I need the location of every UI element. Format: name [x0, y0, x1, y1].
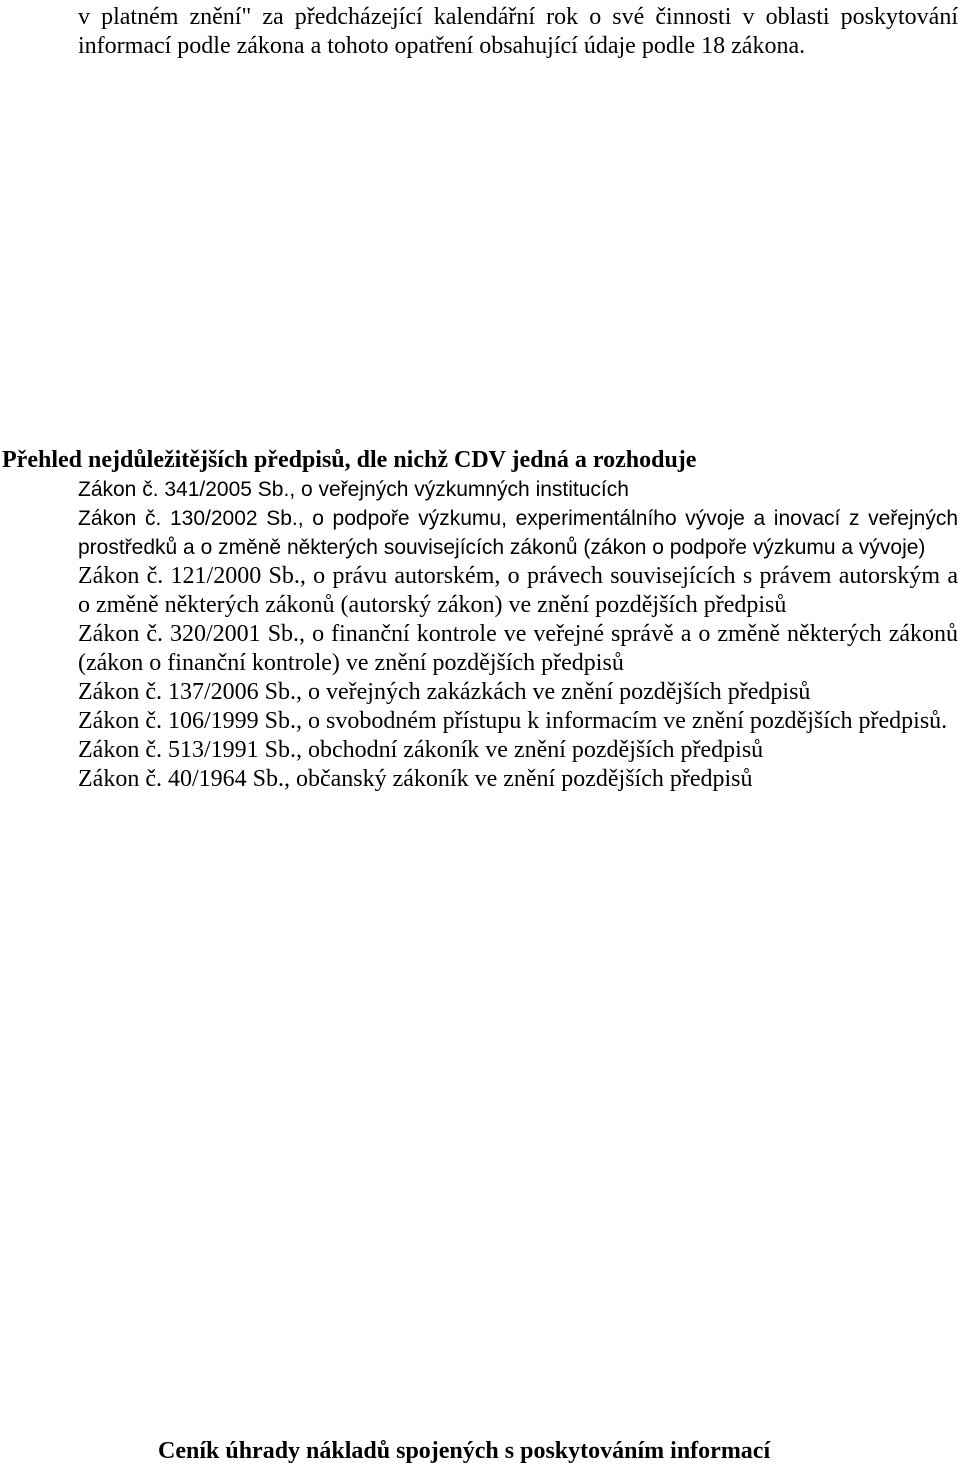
laws-section-heading: Přehled nejdůležitějších předpisů, dle nichž CDV jedná a rozhoduje [2, 447, 697, 473]
law-item-137-2006: Zákon č. 137/2006 Sb., o veřejných zakázkách ve znění pozdějších předpisů [78, 679, 811, 705]
law-item-513-1991: Zákon č. 513/1991 Sb., obchodní zákoník ve znění pozdějších předpisů [78, 737, 764, 763]
intro-paragraph: v platném znění" za předcházející kalendářní rok o své činnosti v oblasti poskytování informací podle zákona a tohoto opatření obsahující údaje podle 18 zákona. [78, 4, 958, 59]
law-item-341-2005: Zákon č. 341/2005 Sb., o veřejných výzkumných institucích [78, 478, 629, 501]
law-item-320-2001: Zákon č. 320/2001 Sb., o finanční kontrole ve veřejné správě a o změně některých zákonů (zákon o finanční kontrole) ve znění pozdějších předpisů [78, 621, 958, 676]
law-item-40-1964: Zákon č. 40/1964 Sb., občanský zákoník ve znění pozdějších předpisů [78, 766, 753, 792]
law-item-121-2000: Zákon č. 121/2000 Sb., o právu autorském, o právech souvisejících s právem autorským a o změně některých zákonů (autorský zákon) ve znění pozdějších předpisů [78, 563, 958, 618]
laws-list [78, 475, 958, 794]
law-item-130-2002: Zákon č. 130/2002 Sb., o podpoře výzkumu, experimentálního vývoje a inovací z veřejných prostředků a o změně některých souvisejících zákonů (zákon o podpoře výzkumu a vývoje) [78, 507, 958, 559]
fees-section-heading: Ceník úhrady nákladů spojených s poskytováním informací [158, 1438, 771, 1464]
law-item-106-1999: Zákon č. 106/1999 Sb., o svobodném přístupu k informacím ve znění pozdějších předpisů. [78, 708, 948, 734]
